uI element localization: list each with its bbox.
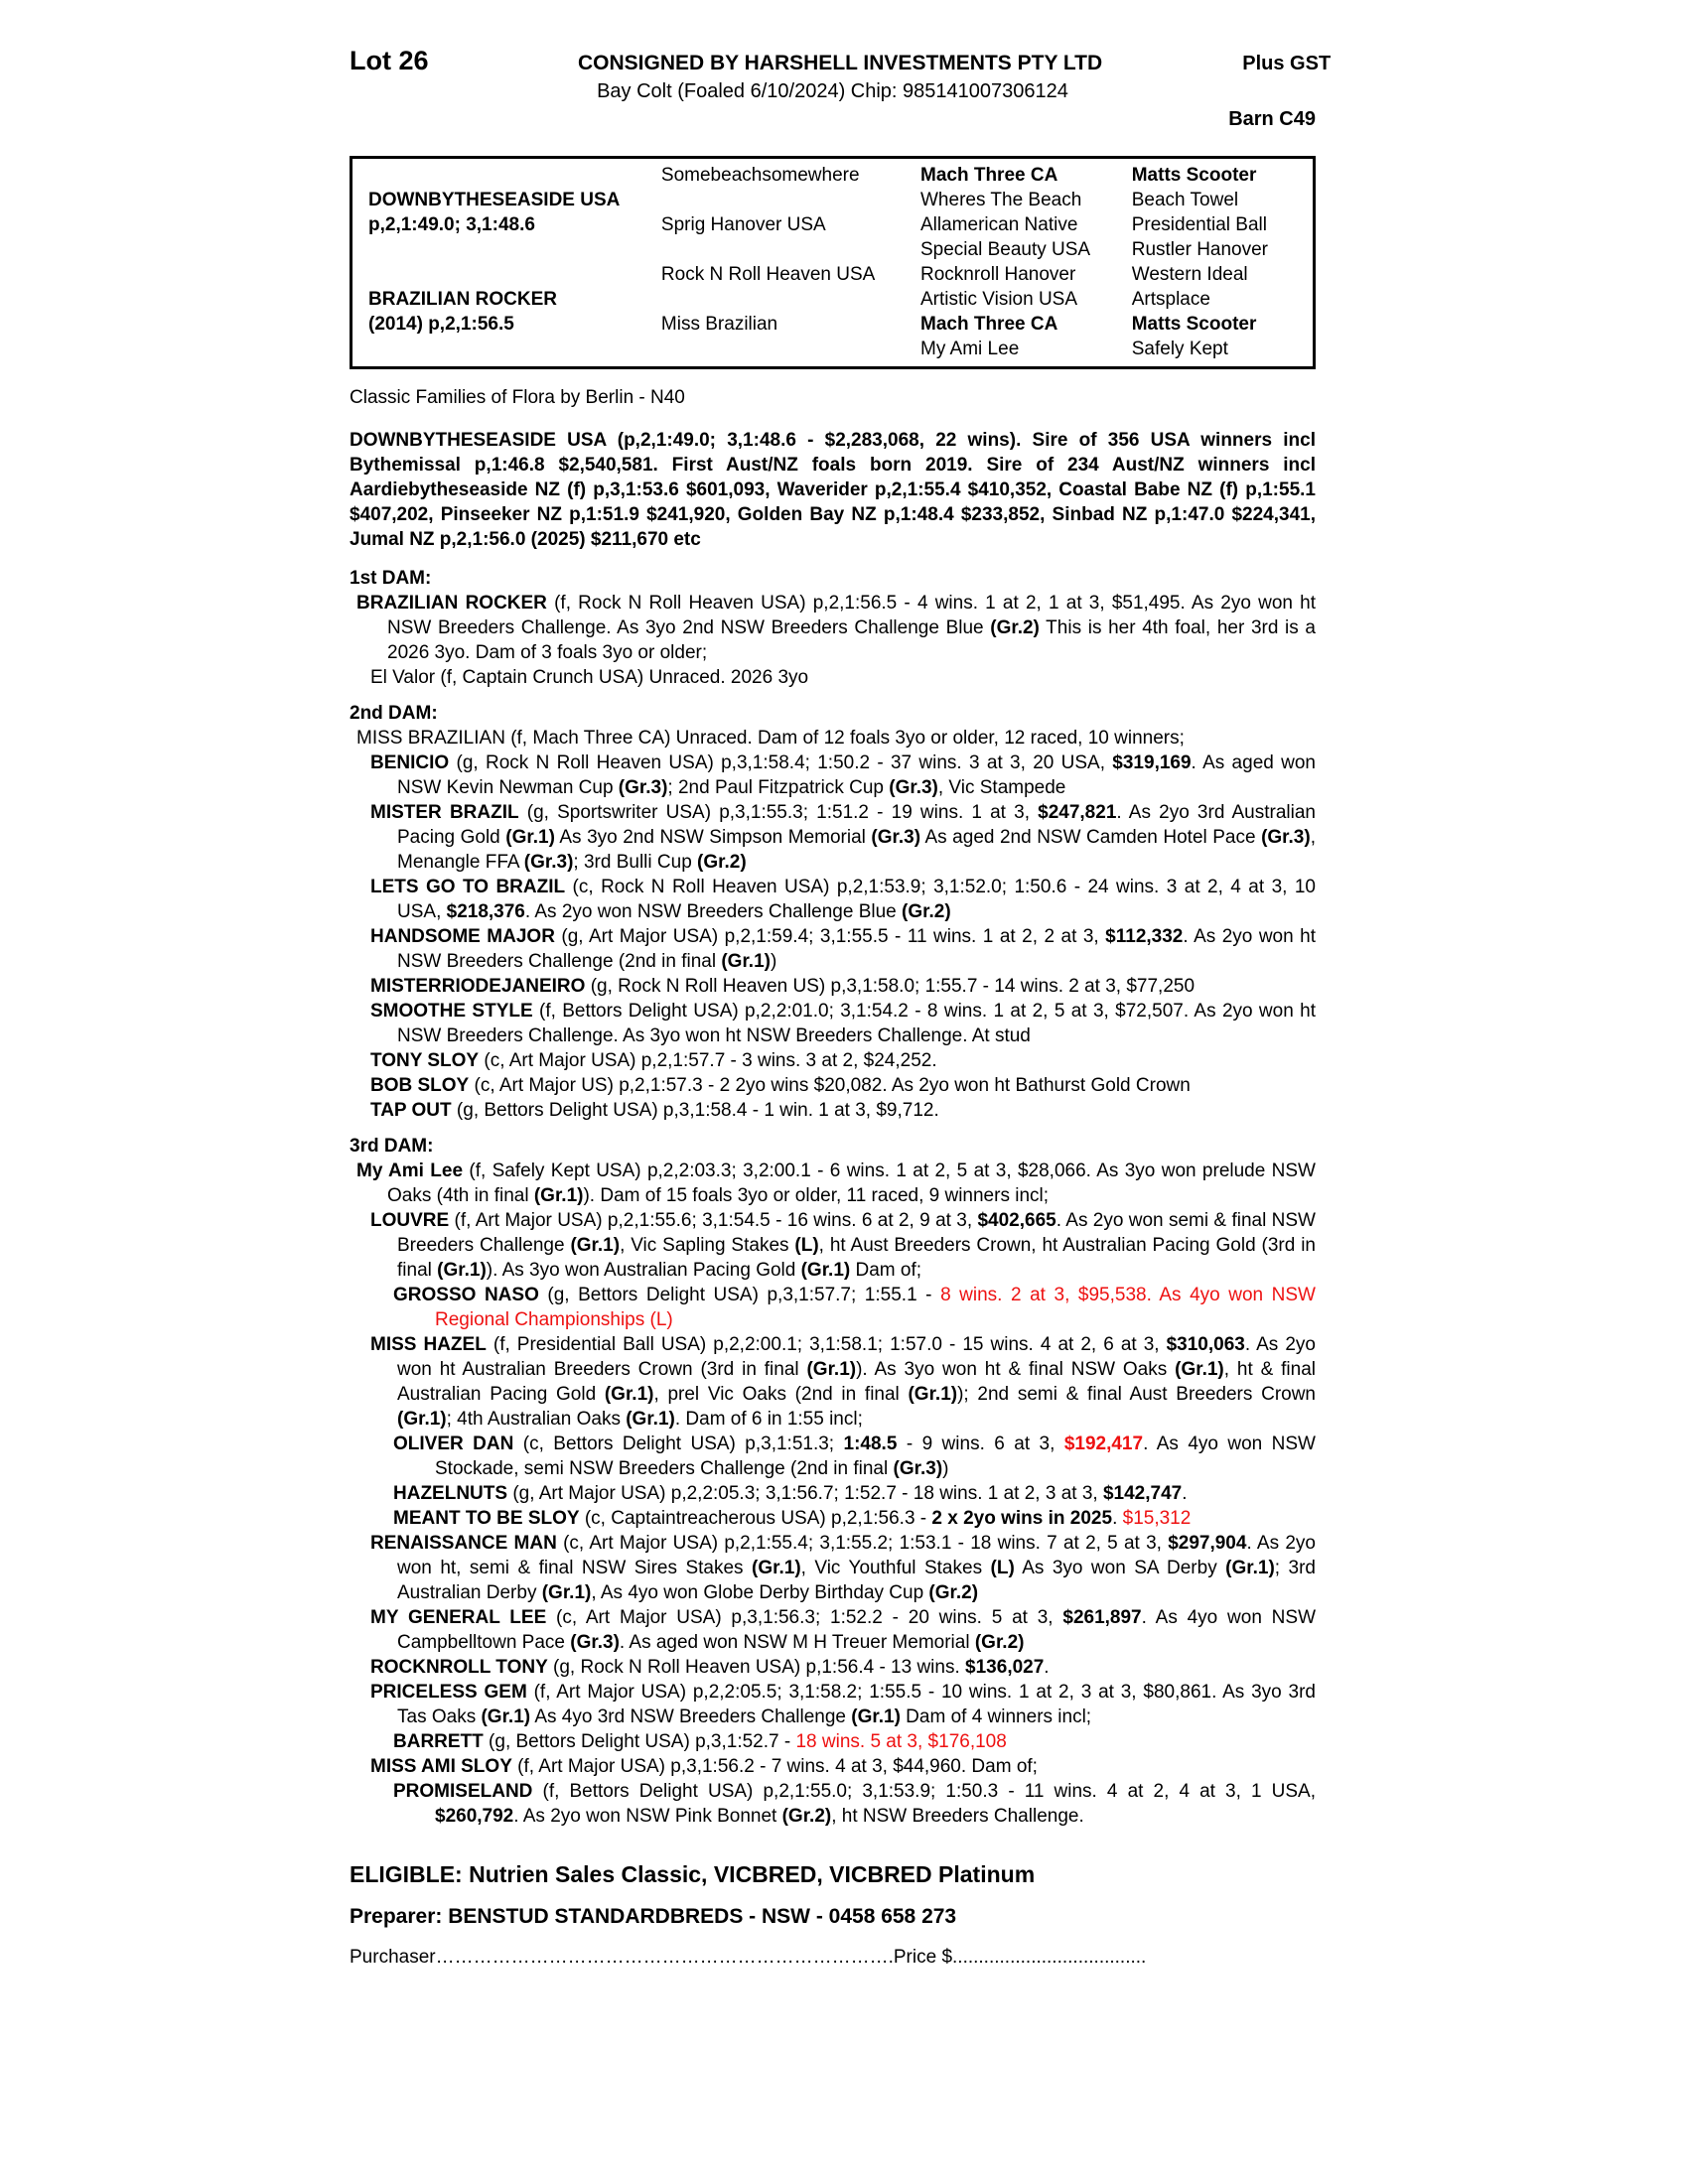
- pedigree-entry: [350, 1481, 1316, 1506]
- pedigree-entry: [350, 665, 1316, 690]
- entry-text: ). Dam of 15 foals 3yo or older, 11 raced, 9 winners incl;: [583, 1185, 1050, 1206]
- pedigree-cell: Matts Scooter: [1131, 165, 1257, 186]
- entry-text: TONY SLOY: [370, 1050, 480, 1071]
- entry-text: ). As 3yo won ht & final NSW Oaks: [856, 1359, 1176, 1380]
- pedigree-cell: [645, 287, 905, 312]
- pedigree-cell: [645, 188, 905, 212]
- pedigree-cell: Miss Brazilian: [660, 314, 778, 335]
- entry-text: PRICELESS GEM: [370, 1682, 527, 1703]
- entry-text: (c, Rock N Roll Heaven USA) p,2,1:53.9; 3,1:52.0; 1:50.6 - 24 wins. 3 at 2, 4 at 3, 10 USA,: [397, 877, 1316, 922]
- entry-text: (Gr.1): [1225, 1558, 1275, 1578]
- entry-text: $319,169: [1112, 752, 1192, 773]
- pedigree-entry: [350, 974, 1316, 999]
- entry-text: (Gr.1): [397, 1409, 447, 1430]
- entry-text: TAP OUT: [370, 1100, 452, 1121]
- pedigree-entry: [350, 1531, 1316, 1605]
- entry-text: . As aged won NSW Kevin Newman Cup: [397, 752, 1316, 798]
- highlighted-text: 18 wins. 5 at 3, $176,108: [795, 1731, 1007, 1752]
- pedigree-cell: Matts Scooter: [1131, 314, 1257, 335]
- entry-text: (g, Art Major USA) p,2,1:59.4; 3,1:55.5 - 11 wins. 1 at 2, 2 at 3,: [554, 926, 1106, 947]
- entry-text: (g, Rock N Roll Heaven USA) p,3,1:58.4; 1:50.2 - 37 wins. 3 at 3, 20 USA,: [449, 752, 1113, 773]
- entry-text: , prel Vic Oaks (2nd in final: [653, 1384, 909, 1405]
- entry-text: HANDSOME MAJOR: [370, 926, 555, 947]
- entry-text: - 9 wins. 6 at 3,: [897, 1433, 1064, 1454]
- preparer-note: Preparer: BENSTUD STANDARDBREDS - NSW - 0458 658 273: [350, 1905, 957, 1928]
- entry-text: (g, Rock N Roll Heaven USA) p,1:56.4 - 13 wins.: [547, 1657, 966, 1678]
- entry-text: (Gr.2): [781, 1806, 832, 1827]
- pedigree-entry: [350, 1432, 1316, 1481]
- pedigree-cell: Rocknroll Hanover: [920, 264, 1076, 285]
- entry-text: $247,821: [1038, 802, 1117, 823]
- dam-heading: 3rd DAM:: [350, 1136, 434, 1157]
- gst-note: Plus GST: [1242, 53, 1332, 74]
- entry-text: (Gr.1): [505, 827, 555, 848]
- dam-sections: [350, 566, 1316, 1829]
- entry-text: $260,792: [435, 1806, 514, 1827]
- pedigree-cell: My Ami Lee: [920, 339, 1020, 359]
- entry-text: MISTERRIODEJANEIRO: [370, 976, 586, 997]
- entry-text: (c, Art Major US) p,2,1:57.3 - 2 2yo wins $20,082. As 2yo won ht Bathurst Gold Crown: [469, 1075, 1191, 1096]
- pedigree-cell: [645, 337, 905, 361]
- entry-text: (Gr.2): [902, 901, 951, 922]
- entry-text: . As 2yo won ht, semi & final NSW Sires Stakes: [397, 1533, 1316, 1578]
- pedigree-cell: Sprig Hanover USA: [660, 214, 826, 235]
- pedigree-cell: Mach Three CA: [920, 314, 1058, 335]
- entry-text: ): [942, 1458, 949, 1479]
- pedigree-cell: Mach Three CA: [920, 165, 1058, 186]
- entry-text: (g, Bettors Delight USA) p,3,1:52.7 -: [483, 1731, 796, 1752]
- entry-text: El Valor (f, Captain Crunch USA) Unraced. 2026 3yo: [370, 667, 809, 688]
- entry-text: MY GENERAL LEE: [370, 1607, 547, 1628]
- entry-text: (Gr.3): [1261, 827, 1311, 848]
- entry-text: SMOOTHE STYLE: [370, 1001, 533, 1022]
- pedigree-cell: Allamerican Native: [920, 214, 1078, 235]
- pedigree-table: [350, 156, 1316, 369]
- pedigree-entry: [350, 1048, 1316, 1073]
- entry-text: (f, Safely Kept USA) p,2,2:03.3; 3,2:00.1 - 6 wins. 1 at 2, 5 at 3, $28,066. As 3yo won prelude NSW Oaks (4th in final: [387, 1160, 1316, 1206]
- entry-text: 1:48.5: [843, 1433, 898, 1454]
- entry-text: (g, Bettors Delight USA) p,3,1:58.4 - 1 win. 1 at 3, $9,712.: [451, 1100, 939, 1121]
- entry-text: As 3yo won SA Derby: [1014, 1558, 1226, 1578]
- entry-text: LETS GO TO BRAZIL: [370, 877, 566, 897]
- entry-text: . As 2yo won semi & final NSW Breeders Challenge: [397, 1210, 1316, 1256]
- entry-text: (f, Bettors Delight USA) p,2,2:01.0; 3,1:54.2 - 8 wins. 1 at 2, 5 at 3, $72,507. As 2yo won ht NSW Breeders Challenge. As 3yo won ht NSW Breeders Challenge. At stud: [397, 1001, 1316, 1046]
- highlighted-text: $192,417: [1063, 1433, 1144, 1454]
- foal-description: Bay Colt (Foaled 6/10/2024) Chip: 985141007306124: [597, 80, 1068, 102]
- pedigree-entry: [350, 1729, 1316, 1754]
- pedigree-cell: (2014) p,2,1:56.5: [368, 314, 514, 335]
- entry-text: (c, Bettors Delight USA) p,3,1:51.3;: [513, 1433, 844, 1454]
- pedigree-cell: Special Beauty USA: [920, 239, 1091, 260]
- entry-text: (g, Sportswriter USA) p,3,1:55.3; 1:51.2 - 19 wins. 1 at 3,: [518, 802, 1039, 823]
- pedigree-cell: [352, 337, 645, 361]
- purchaser-price-line: Purchaser……………………………………………………………….Price $.....................................: [350, 1947, 1147, 1968]
- pedigree-cell: Rock N Roll Heaven USA: [660, 264, 876, 285]
- entry-text: Dam of 4 winners incl;: [900, 1706, 1092, 1727]
- entry-text: (L): [990, 1558, 1015, 1578]
- entry-text: HAZELNUTS: [393, 1483, 508, 1504]
- entry-text: , ht & final Australian Pacing Gold: [397, 1359, 1316, 1405]
- entry-text: , Vic Youthful Stakes: [800, 1558, 991, 1578]
- entry-text: (Gr.1): [626, 1409, 675, 1430]
- pedigree-cell: Western Ideal: [1131, 264, 1248, 285]
- entry-text: MISS BRAZILIAN (f, Mach Three CA) Unraced. Dam of 12 foals 3yo or older, 12 raced, 10 winners;: [356, 728, 1185, 749]
- header-row: [350, 46, 1332, 76]
- entry-text: (Gr.1): [604, 1384, 654, 1405]
- entry-text: (Gr.2): [697, 852, 747, 873]
- pedigree-entry: [350, 1680, 1316, 1729]
- entry-text: LOUVRE: [370, 1210, 450, 1231]
- entry-text: (Gr.1): [533, 1185, 584, 1206]
- entry-text: BRAZILIAN ROCKER: [356, 593, 547, 614]
- pedigree-cell: [352, 163, 645, 188]
- entry-text: MISS HAZEL: [370, 1334, 487, 1355]
- entry-text: (Gr.1): [908, 1384, 958, 1405]
- dam-heading: 2nd DAM:: [350, 703, 438, 724]
- pedigree-entry: [350, 1655, 1316, 1680]
- eligibility-note: ELIGIBLE: Nutrien Sales Classic, VICBRED, VICBRED Platinum: [350, 1861, 1036, 1887]
- pedigree-entry: [350, 726, 1316, 751]
- entry-text: $261,897: [1062, 1607, 1142, 1628]
- entry-text: (Gr.3): [618, 777, 668, 798]
- pedigree-cell: [645, 237, 905, 262]
- pedigree-entry: [350, 1332, 1316, 1432]
- entry-text: PROMISELAND: [393, 1781, 533, 1802]
- page-content: [350, 46, 1332, 1969]
- pedigree-cell: Safely Kept: [1131, 339, 1228, 359]
- entry-text: (Gr.3): [570, 1632, 620, 1653]
- entry-text: (g, Rock N Roll Heaven US) p,3,1:58.0; 1:55.7 - 14 wins. 2 at 3, $77,250: [585, 976, 1196, 997]
- entry-text: . As 2yo won ht NSW Breeders Challenge (2nd in final: [397, 926, 1317, 972]
- entry-text: , Vic Sapling Stakes: [620, 1235, 795, 1256]
- entry-text: (Gr.2): [928, 1582, 979, 1603]
- entry-text: As 4yo 3rd NSW Breeders Challenge: [530, 1706, 852, 1727]
- entry-text: (Gr.3): [871, 827, 921, 848]
- pedigree-cell: Presidential Ball: [1131, 214, 1267, 235]
- entry-text: (Gr.2): [990, 617, 1040, 638]
- entry-text: . As 2yo 3rd Australian Pacing Gold: [397, 802, 1316, 848]
- sire-summary: DOWNBYTHESEASIDE USA (p,2,1:49.0; 3,1:48.6 - $2,283,068, 22 wins). Sire of 356 USA winners incl Bythemissal p,1:46.8 $2,540,581. First Aust/NZ foals born 2019. Sire of 234 Aust/NZ winners incl Aardiebytheseaside NZ (f) p,3,1:53.6 $601,093, Waverider p,2,1:55.4 $410,352, Coastal Babe NZ (f) p,1:55.1 $407,202, Pinseeker NZ p,1:51.9 $241,920, Golden Bay NZ p,1:48.4 $233,852, Sinbad NZ p,1:47.0 $224,341, Jumal NZ p,2,1:56.0 (2025) $211,670 etc: [350, 430, 1316, 550]
- entry-text: As 3yo 2nd NSW Simpson Memorial: [554, 827, 872, 848]
- pedigree-cell: DOWNBYTHESEASIDE USA: [368, 190, 621, 210]
- entry-text: . As 4yo won NSW Stockade, semi NSW Breeders Challenge (2nd in final: [435, 1433, 1316, 1479]
- pedigree-entry: [350, 924, 1316, 974]
- entry-text: (Gr.1): [721, 951, 771, 972]
- pedigree-entry: [350, 1073, 1316, 1098]
- entry-text: . As 2yo won NSW Pink Bonnet: [513, 1806, 782, 1827]
- pedigree-entry: [350, 1754, 1316, 1779]
- pedigree-entry: [350, 1098, 1316, 1123]
- pedigree-entry: [350, 1159, 1316, 1208]
- entry-text: . As aged won NSW M H Treuer Memorial: [619, 1632, 975, 1653]
- entry-text: As aged 2nd NSW Camden Hotel Pace: [920, 827, 1262, 848]
- entry-text: MISTER BRAZIL: [370, 802, 519, 823]
- pedigree-entry: [350, 999, 1316, 1048]
- entry-text: MISS AMI SLOY: [370, 1756, 512, 1777]
- entry-text: BENICIO: [370, 752, 450, 773]
- pedigree-cell: Artsplace: [1131, 289, 1210, 310]
- entry-text: (Gr.1): [437, 1260, 487, 1281]
- entry-text: , Menangle FFA: [397, 827, 1316, 873]
- entry-text: (f, Presidential Ball USA) p,2,2:00.1; 3,1:58.1; 1:57.0 - 15 wins. 4 at 2, 6 at 3,: [486, 1334, 1167, 1355]
- entry-text: ROCKNROLL TONY: [370, 1657, 548, 1678]
- pedigree-cell: p,2,1:49.0; 3,1:48.6: [368, 214, 535, 235]
- pedigree-entry: [350, 1779, 1316, 1829]
- entry-text: $310,063: [1166, 1334, 1245, 1355]
- consignor-line: CONSIGNED BY HARSHELL INVESTMENTS PTY LTD: [578, 52, 1103, 74]
- entry-text: (f, Bettors Delight USA) p,2,1:55.0; 3,1:53.9; 1:50.3 - 11 wins. 4 at 2, 4 at 3, 1 USA,: [532, 1781, 1316, 1802]
- entry-text: MEANT TO BE SLOY: [393, 1508, 580, 1529]
- entry-text: (f, Rock N Roll Heaven USA) p,2,1:56.5 - 4 wins. 1 at 2, 1 at 3, $51,495. As 2yo won ht NSW Breeders Challenge. As 3yo 2nd NSW Breeders Challenge Blue: [387, 593, 1316, 638]
- entry-text: . As 2yo won NSW Breeders Challenge Blue: [524, 901, 903, 922]
- entry-text: (c, Art Major USA) p,3,1:56.3; 1:52.2 - 20 wins. 5 at 3,: [546, 1607, 1063, 1628]
- entry-text: BOB SLOY: [370, 1075, 470, 1096]
- entry-text: Dam of;: [850, 1260, 922, 1281]
- lot-number: Lot 26: [350, 46, 429, 75]
- barn-number: Barn C49: [1228, 108, 1316, 130]
- entry-text: ). As 3yo won Australian Pacing Gold: [486, 1260, 801, 1281]
- entry-text: , Vic Stampede: [937, 777, 1066, 798]
- highlighted-text: $15,312: [1122, 1508, 1192, 1529]
- entry-text: . As 4yo won NSW Campbelltown Pace: [397, 1607, 1316, 1653]
- entry-text: (Gr.1): [752, 1558, 801, 1578]
- entry-text: ): [770, 951, 777, 972]
- pedigree-cell: Artistic Vision USA: [920, 289, 1078, 310]
- entry-text: .: [1044, 1657, 1050, 1678]
- pedigree-entry: [350, 800, 1316, 875]
- entry-text: (g, Bettors Delight USA) p,3,1:57.7; 1:55.1 -: [538, 1285, 941, 1305]
- entry-text: ; 4th Australian Oaks: [446, 1409, 627, 1430]
- entry-text: OLIVER DAN: [393, 1433, 514, 1454]
- pedigree-cell: BRAZILIAN ROCKER: [368, 289, 557, 310]
- entry-text: $112,332: [1105, 926, 1184, 947]
- entry-text: $402,665: [977, 1210, 1056, 1231]
- family-note: Classic Families of Flora by Berlin - N40: [350, 387, 685, 408]
- entry-text: (Gr.1): [1175, 1359, 1224, 1380]
- entry-text: . Dam of 6 in 1:55 incl;: [674, 1409, 863, 1430]
- pedigree-cell: Beach Towel: [1131, 190, 1239, 210]
- pedigree-entry: [350, 1605, 1316, 1655]
- entry-text: . As 2yo won ht Australian Breeders Crown (3rd in final: [397, 1334, 1316, 1380]
- entry-text: (Gr.1): [806, 1359, 857, 1380]
- pedigree-cell: [352, 237, 645, 262]
- entry-text: (L): [794, 1235, 819, 1256]
- entry-text: RENAISSANCE MAN: [370, 1533, 557, 1554]
- pedigree-entry: [350, 591, 1316, 665]
- entry-text: (f, Art Major USA) p,3,1:56.2 - 7 wins. 4 at 3, $44,960. Dam of;: [511, 1756, 1038, 1777]
- entry-text: (c, Captaintreacherous USA) p,2,1:56.3 -: [579, 1508, 932, 1529]
- entry-text: $218,376: [446, 901, 525, 922]
- entry-text: (Gr.1): [570, 1235, 621, 1256]
- entry-text: (Gr.1): [851, 1706, 901, 1727]
- entry-text: (f, Art Major USA) p,2,2:05.5; 3,1:58.2; 1:55.5 - 10 wins. 1 at 2, 3 at 3, $80,861. As 3yo 3rd Tas Oaks: [397, 1682, 1317, 1727]
- entry-text: (Gr.1): [800, 1260, 851, 1281]
- entry-text: (Gr.1): [541, 1582, 592, 1603]
- pedigree-cell: Somebeachsomewhere: [660, 165, 860, 186]
- entry-text: ; 3rd Australian Derby: [397, 1558, 1316, 1603]
- entry-text: $142,747: [1102, 1483, 1183, 1504]
- entry-text: (Gr.1): [481, 1706, 531, 1727]
- entry-text: ; 3rd Bulli Cup: [573, 852, 698, 873]
- pedigree-entry: [350, 1208, 1316, 1283]
- pedigree-cell: Rustler Hanover: [1131, 239, 1269, 260]
- entry-text: .: [1182, 1483, 1188, 1504]
- entry-text: ; 2nd Paul Fitzpatrick Cup: [667, 777, 890, 798]
- entry-text: (Gr.3): [893, 1458, 943, 1479]
- entry-text: , ht Aust Breeders Crown, ht Australian Pacing Gold (3rd in final: [397, 1235, 1316, 1281]
- pedigree-entry: [350, 875, 1316, 924]
- entry-text: (g, Art Major USA) p,2,2:05.3; 3,1:56.7; 1:52.7 - 18 wins. 1 at 2, 3 at 3,: [507, 1483, 1103, 1504]
- entry-text: BARRETT: [393, 1731, 484, 1752]
- pedigree-entry: [350, 751, 1316, 800]
- dam-heading: 1st DAM:: [350, 568, 432, 589]
- highlighted-text: 8 wins. 2 at 3, $95,538. As 4yo won NSW Regional Championships (L): [435, 1285, 1316, 1330]
- entry-text: (Gr.2): [974, 1632, 1025, 1653]
- entry-text: ); 2nd semi & final Aust Breeders Crown: [957, 1384, 1316, 1405]
- pedigree-cell: Wheres The Beach: [920, 190, 1082, 210]
- entry-text: $297,904: [1168, 1533, 1247, 1554]
- entry-text: 2 x 2yo wins in 2025: [931, 1508, 1113, 1529]
- entry-text: (f, Art Major USA) p,2,1:55.6; 3,1:54.5 - 16 wins. 6 at 2, 9 at 3,: [449, 1210, 978, 1231]
- pedigree-cell: [352, 262, 645, 287]
- entry-text: (c, Art Major USA) p,2,1:55.4; 3,1:55.2; 1:53.1 - 18 wins. 7 at 2, 5 at 3,: [556, 1533, 1169, 1554]
- pedigree-entry: [350, 1506, 1316, 1531]
- entry-text: , As 4yo won Globe Derby Birthday Cup: [591, 1582, 929, 1603]
- entry-text: (Gr.3): [889, 777, 938, 798]
- entry-text: $136,027: [965, 1657, 1045, 1678]
- entry-text: (c, Art Major USA) p,2,1:57.7 - 3 wins. 3 at 2, $24,252.: [479, 1050, 937, 1071]
- entry-text: GROSSO NASO: [393, 1285, 539, 1305]
- entry-text: My Ami Lee: [356, 1160, 464, 1181]
- pedigree-entry: [350, 1283, 1316, 1332]
- entry-text: This is her 4th foal, her 3rd is a 2026 3yo. Dam of 3 foals 3yo or older;: [387, 617, 1316, 663]
- entry-text: , ht NSW Breeders Challenge.: [831, 1806, 1084, 1827]
- entry-text: .: [1112, 1508, 1123, 1529]
- entry-text: (Gr.3): [523, 852, 574, 873]
